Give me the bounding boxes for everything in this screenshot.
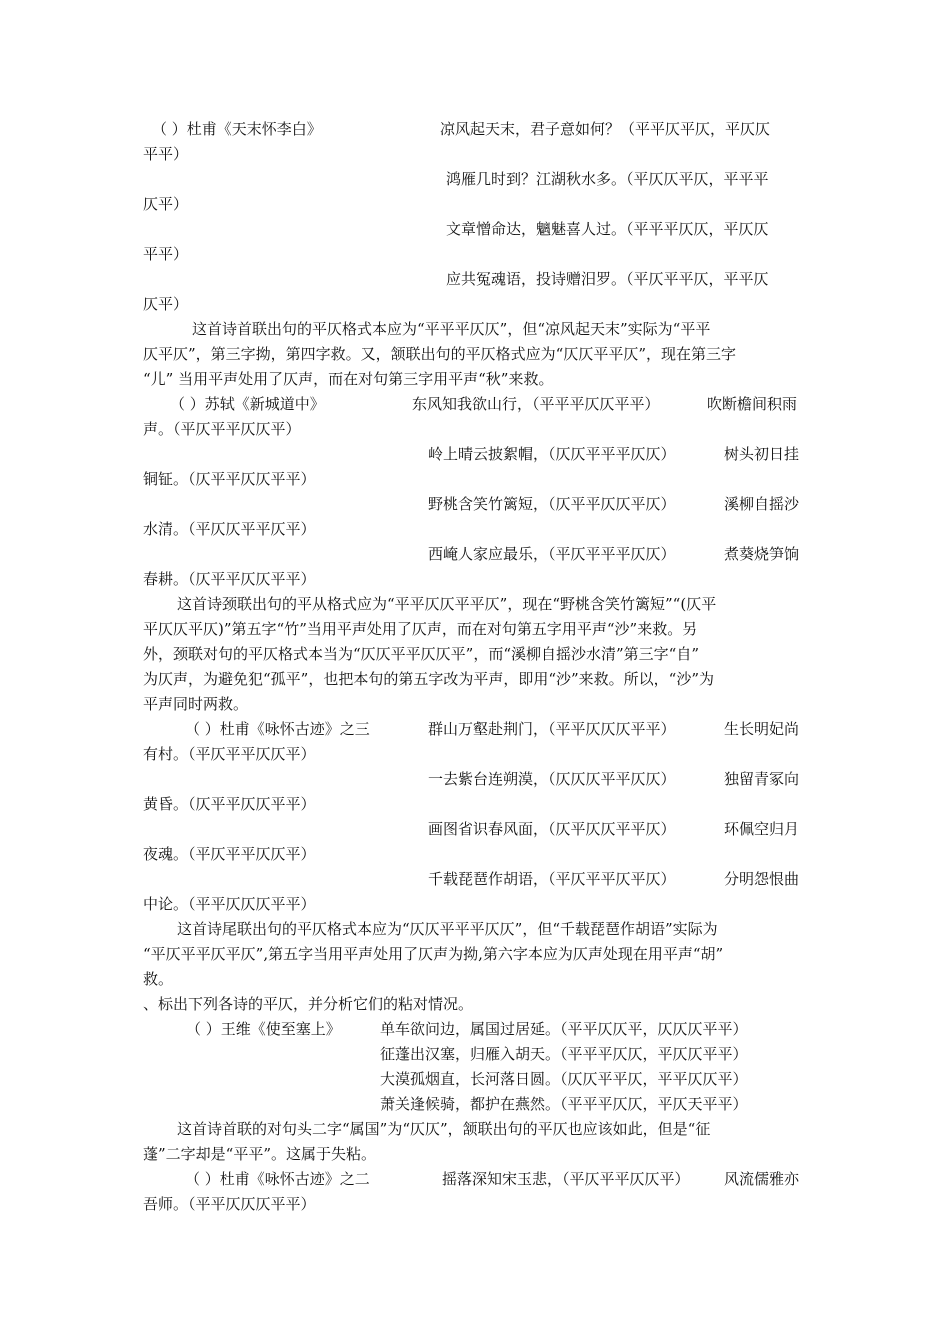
poem-line: 群山万壑赴荆门，（平平仄仄仄平平） <box>428 720 676 738</box>
poem-line: 千载琵琶作胡语，（平仄平平仄平仄） <box>428 870 676 888</box>
poem-title-4: （ ）王维《使至塞上》 <box>186 1020 341 1038</box>
poem-line-wrap: 有村。（平仄平平仄仄平） <box>143 745 316 763</box>
poem-line: 征蓬出汉塞，归雁入胡天。（平平平仄仄，平仄仄平平） <box>380 1045 748 1063</box>
analysis-paragraph: 这首诗尾联出句的平仄格式本应为“仄仄平平平仄仄”，但“千载琵琶作胡语”实际为 <box>177 920 718 938</box>
poem-line: 风流儒雅亦 <box>724 1170 800 1188</box>
poem-line: 野桃含笑竹篱短，（仄平平仄仄平仄） <box>428 495 676 513</box>
poem-line: 西崦人家应最乐，（平仄平平平仄仄） <box>428 545 676 563</box>
poem-line: 生长明妃尚 <box>724 720 800 738</box>
analysis-paragraph: 外，颈联对句的平仄格式本当为“仄仄平平仄仄平”，而“溪柳自摇沙水清”第三字“自” <box>143 645 700 663</box>
poem-line: 分明怨恨曲 <box>724 870 800 888</box>
poem-line-wrap: 中论。（平平仄仄仄平平） <box>143 895 316 913</box>
analysis-paragraph: 蓬”二字却是“平平”。这属于失粘。 <box>143 1145 377 1163</box>
poem-title-2: （ ）苏轼《新城道中》 <box>170 395 325 413</box>
section-heading: 、标出下列各诗的平仄，并分析它们的粘对情况。 <box>143 995 474 1013</box>
poem-line: 单车欲问边，属国过居延。（平平仄仄平，仄仄仄平平） <box>380 1020 748 1038</box>
poem-line: 岭上晴云披絮帽，（仄仄平平平仄仄） <box>428 445 676 463</box>
poem-line: 画图省识春风面，（仄平仄仄平平仄） <box>428 820 676 838</box>
analysis-paragraph: 平仄仄平仄)”第五字“竹”当用平声处用了仄声，而在对句第五字用平声“沙”来救。另 <box>143 620 698 638</box>
analysis-paragraph: 平声同时两救。 <box>143 695 249 713</box>
poem-title-1: （ ）杜甫《天末怀李白》 <box>152 120 322 138</box>
analysis-paragraph: 这首诗颈联出句的平从格式应为“平平仄仄平平仄”，现在“野桃含笑竹篱短”“(仄平 <box>177 595 717 613</box>
analysis-paragraph: 为仄声，为避免犯“孤平”，也把本句的第五字改为平声，即用“沙”来救。所以，“沙”为 <box>143 670 715 688</box>
poem-line-wrap: 春耕。（仄平平仄仄平平） <box>143 570 316 588</box>
poem-line-wrap: 平平） <box>143 145 189 163</box>
analysis-paragraph: “平仄平平仄平仄”,第五字当用平声处用了仄声为拗,第六字本应为仄声处现在用平声“胡” <box>143 945 724 963</box>
poem-line: 煮葵烧笋饷 <box>724 545 800 563</box>
poem-line: 凉风起天末，君子意如何？（平平仄平仄，平仄仄 <box>440 120 771 138</box>
poem-line: 摇落深知宋玉悲，（平仄平平仄仄平） <box>442 1170 690 1188</box>
poem-line-wrap: 水清。（平仄仄平平仄平） <box>143 520 316 538</box>
poem-line: 独留青冢向 <box>724 770 800 788</box>
poem-line-wrap: 仄平） <box>143 195 189 213</box>
poem-line: 溪柳自摇沙 <box>724 495 800 513</box>
poem-line: 一去紫台连朔漠，（仄仄仄平平仄仄） <box>428 770 676 788</box>
analysis-paragraph: 仄平仄”，第三字拗，第四字救。又，颔联出句的平仄格式应为“仄仄平平仄”，现在第三字 <box>143 345 737 363</box>
poem-line-wrap: 黄昏。（仄平平仄仄平平） <box>143 795 316 813</box>
poem-title-3: （ ）杜甫《咏怀古迹》之三 <box>185 720 370 738</box>
poem-line: 萧关逢候骑，都护在燕然。（平平平仄仄，平仄天平平） <box>380 1095 748 1113</box>
analysis-paragraph: 这首诗首联的对句头二字“属国”为“仄仄”，颔联出句的平仄也应该如此，但是“征 <box>177 1120 711 1138</box>
analysis-paragraph: 这首诗首联出句的平仄格式本应为“平平平仄仄”，但“凉风起天末”实际为“平平 <box>192 320 711 338</box>
poem-line: 吹断檐间积雨 <box>707 395 798 413</box>
poem-line: 鸿雁几时到？江湖秋水多。（平仄仄平仄，平平平 <box>446 170 769 188</box>
poem-line: 环佩空归月 <box>724 820 800 838</box>
analysis-paragraph: “儿” 当用平声处用了仄声，而在对句第三字用平声“秋”来救。 <box>143 370 554 388</box>
analysis-paragraph: 救。 <box>143 970 174 988</box>
poem-line: 应共冤魂语，投诗赠汨罗。（平仄平平仄，平平仄 <box>446 270 769 288</box>
poem-line: 东风知我欲山行，（平平平仄仄平平） <box>412 395 660 413</box>
poem-line-wrap: 夜魂。（平仄平平仄仄平） <box>143 845 316 863</box>
poem-line: 大漠孤烟直，长河落日圆。（仄仄平平仄，平平仄仄平） <box>380 1070 748 1088</box>
poem-line-wrap: 吾师。（平平仄仄仄平平） <box>143 1195 316 1213</box>
poem-line-wrap: 仄平） <box>143 295 189 313</box>
poem-title-5: （ ）杜甫《咏怀古迹》之二 <box>185 1170 370 1188</box>
poem-line-wrap: 平平） <box>143 245 189 263</box>
poem-line-wrap: 声。（平仄平平仄仄平） <box>143 420 301 438</box>
poem-line: 树头初日挂 <box>724 445 800 463</box>
poem-line-wrap: 铜钲。（仄平平仄仄平平） <box>143 470 316 488</box>
poem-line: 文章憎命达，魑魅喜人过。（平平平仄仄，平仄仄 <box>446 220 769 238</box>
